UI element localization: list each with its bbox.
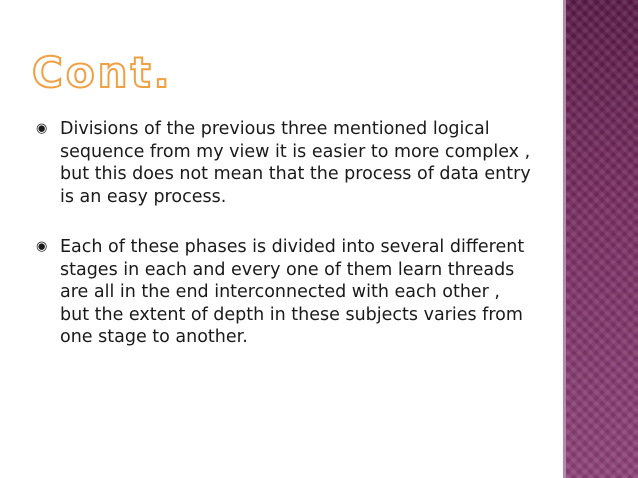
target-bullet-icon: ◉ xyxy=(36,121,48,136)
bullet-text: Each of these phases is divided into several different stages in each and every one of them learn threads are all in the end interconnected with each other , but the extent of depth in these subjects varies from one stage to another. xyxy=(60,237,525,347)
decorative-side-panel xyxy=(566,0,638,478)
bullet-text: Divisions of the previous three mentioned logical sequence from my view it is easier to more complex , but this does not mean that the process of data entry is an easy process. xyxy=(60,119,531,207)
bullet-item xyxy=(36,118,531,208)
bullet-list xyxy=(36,118,531,349)
target-bullet-icon: ◉ xyxy=(36,239,48,254)
side-panel-edge xyxy=(563,0,566,478)
slide-title: Cont. xyxy=(32,48,173,97)
bullet-item xyxy=(36,236,531,349)
